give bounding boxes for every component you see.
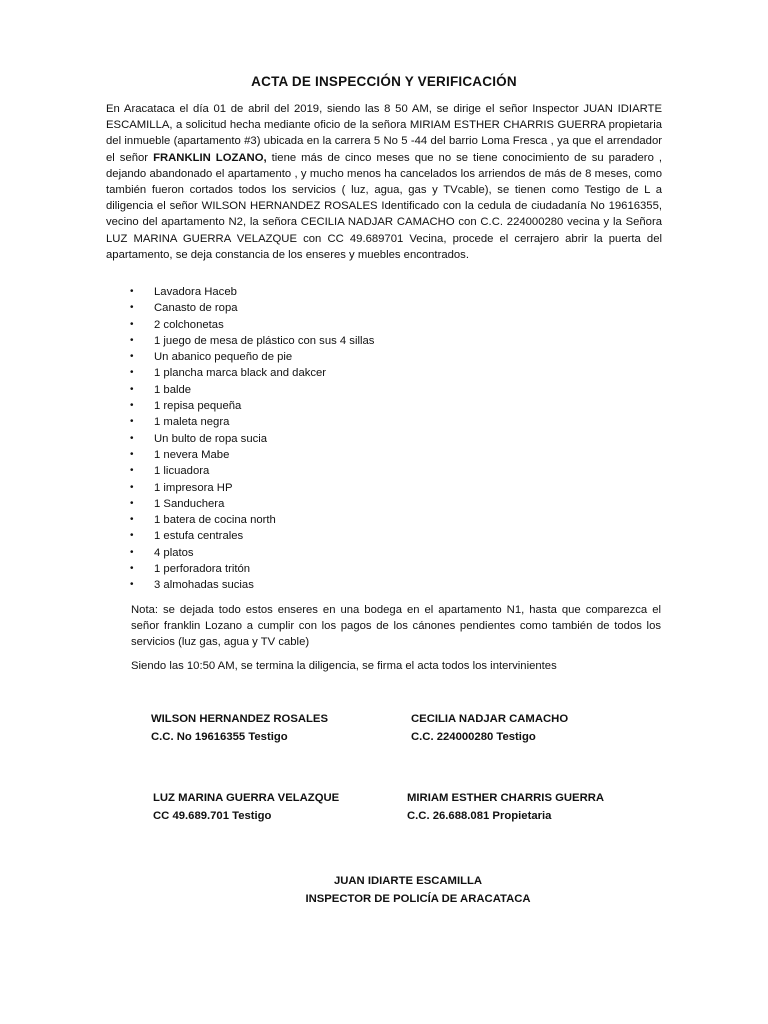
list-item [130,349,374,365]
bullet-icon: • [130,351,134,363]
list-item-label: Un abanico pequeño de pie [154,351,293,364]
list-item-label: 1 balde [154,383,192,396]
bullet-icon: • [130,579,134,591]
list-item-label: 1 plancha marca black and dakcer [154,367,327,380]
intro-text-1: En Aracataca el día 01 de abril del 2019, siendo las 8 50 AM, se dirige el señor Inspector JUAN IDIARTE ESCAMILLA, a solicitud hecha mediante oficio de la señora MIRIAM ESTHER CHARRIS GUERRA propietaria del inmueble (apartamento #3) ubicada en la carrera 5 No 5 -44 del barrio Loma Fresca , ya que el arrendador el señor [106,103,662,164]
list-item [130,577,374,593]
list-item [130,512,374,528]
list-item-label: 4 platos [154,546,194,559]
inventory-list [130,284,374,594]
list-item [130,317,374,333]
list-item-label: 1 estufa centrales [154,530,244,543]
document-title: ACTA DE INSPECCIÓN Y VERIFICACIÓN [251,74,517,89]
list-item [130,431,374,447]
list-item-label: 1 licuadora [154,465,210,478]
bullet-icon: • [130,497,134,509]
signature-name: LUZ MARINA GUERRA VELAZQUE [153,792,340,804]
bullet-icon: • [130,546,134,558]
list-item-label: Canasto de ropa [154,302,238,315]
signature-id: C.C. 26.688.081 Propietaria [407,810,552,822]
list-item-label: 1 impresora HP [154,481,233,494]
list-item [130,447,374,463]
bullet-icon: • [130,514,134,526]
list-item-label: 1 Sanduchera [154,497,225,510]
list-item-label: 1 nevera Mabe [154,448,230,461]
bullet-icon: • [130,563,134,575]
list-item-label: 1 maleta negra [154,416,230,429]
list-item [130,463,374,479]
list-item-label: Un bulto de ropa sucia [154,432,268,445]
note-paragraph: Nota: se dejada todo estos enseres en una bodega en el apartamento N1, hasta que comparezca el señor franklin Lozano a cumplir con los pagos de los cánones pendientes como también de todos los servicios (luz gas, agua y TV cable) [131,604,661,649]
list-item-label: 2 colchonetas [154,318,224,331]
list-item [130,480,374,496]
bullet-icon: • [130,367,134,379]
signature-id: C.C. 224000280 Testigo [411,731,536,743]
list-item-label: 1 juego de mesa de plástico con sus 4 sillas [154,334,375,347]
list-item [130,333,374,349]
bullet-icon: • [130,334,134,346]
list-item [130,300,374,316]
signature-block-cecilia [411,710,568,746]
bullet-icon: • [130,530,134,542]
signature-block-inspector [0,872,768,908]
intro-paragraph [106,101,662,263]
bullet-icon: • [130,432,134,444]
list-item [130,528,374,544]
signature-block-miriam [407,789,604,825]
bullet-icon: • [130,481,134,493]
list-item-label: 3 almohadas sucias [154,579,254,592]
intro-text-2: tiene más de cinco meses que no se tiene conocimiento de su paradero , dejando abandonado el apartamento , y mucho menos ha cancelados los arriendos de más de 8 meses, como también fueron cortados todos los servicios ( luz, agua, gas y TVcable), se tienen como Testigo de L a diligencia el señor WILSON HERNANDEZ ROSALES Identificado con la cedula de ciudadanía No 19616355, vecino del apartamento N2, la señora CECILIA NADJAR CAMACHO con C.C. 224000280 vecina y la Señora LUZ MARINA GUERRA VELAZQUE con CC 49.689701 Vecina, procede el cerrajero abrir la puerta del apartamento, se deja constancia de los enseres y muebles encontrados. [106,151,662,261]
list-item-label: 1 repisa pequeña [154,400,242,413]
list-item [130,496,374,512]
intro-text-bold-name: FRANKLIN LOZANO, [153,151,267,164]
signature-id: CC 49.689.701 Testigo [153,810,272,822]
signature-name: WILSON HERNANDEZ ROSALES [151,713,328,725]
signature-id: C.C. No 19616355 Testigo [151,731,288,743]
bullet-icon: • [130,383,134,395]
bullet-icon: • [130,448,134,460]
bullet-icon: • [130,416,134,428]
list-item [130,398,374,414]
signature-block-luz-marina [153,789,339,825]
list-item [130,561,374,577]
bullet-icon: • [130,302,134,314]
list-item [130,545,374,561]
signature-title: INSPECTOR DE POLICÍA DE ARACATACA [305,893,531,905]
signature-name: CECILIA NADJAR CAMACHO [411,713,569,725]
list-item [130,382,374,398]
list-item [130,365,374,381]
bullet-icon: • [130,318,134,330]
closing-statement: Siendo las 10:50 AM, se termina la diligencia, se firma el acta todos los intervinientes [131,660,557,672]
bullet-icon: • [130,465,134,477]
list-item [130,414,374,430]
signature-name: MIRIAM ESTHER CHARRIS GUERRA [407,792,605,804]
list-item-label: 1 batera de cocina north [154,514,276,527]
list-item [130,284,374,300]
bullet-icon: • [130,286,134,297]
signature-name: JUAN IDIARTE ESCAMILLA [333,875,483,887]
signature-block-wilson [151,710,328,746]
list-item-label: 1 perforadora tritón [154,563,251,576]
list-item-label: Lavadora Haceb [154,286,237,298]
bullet-icon: • [130,400,134,412]
